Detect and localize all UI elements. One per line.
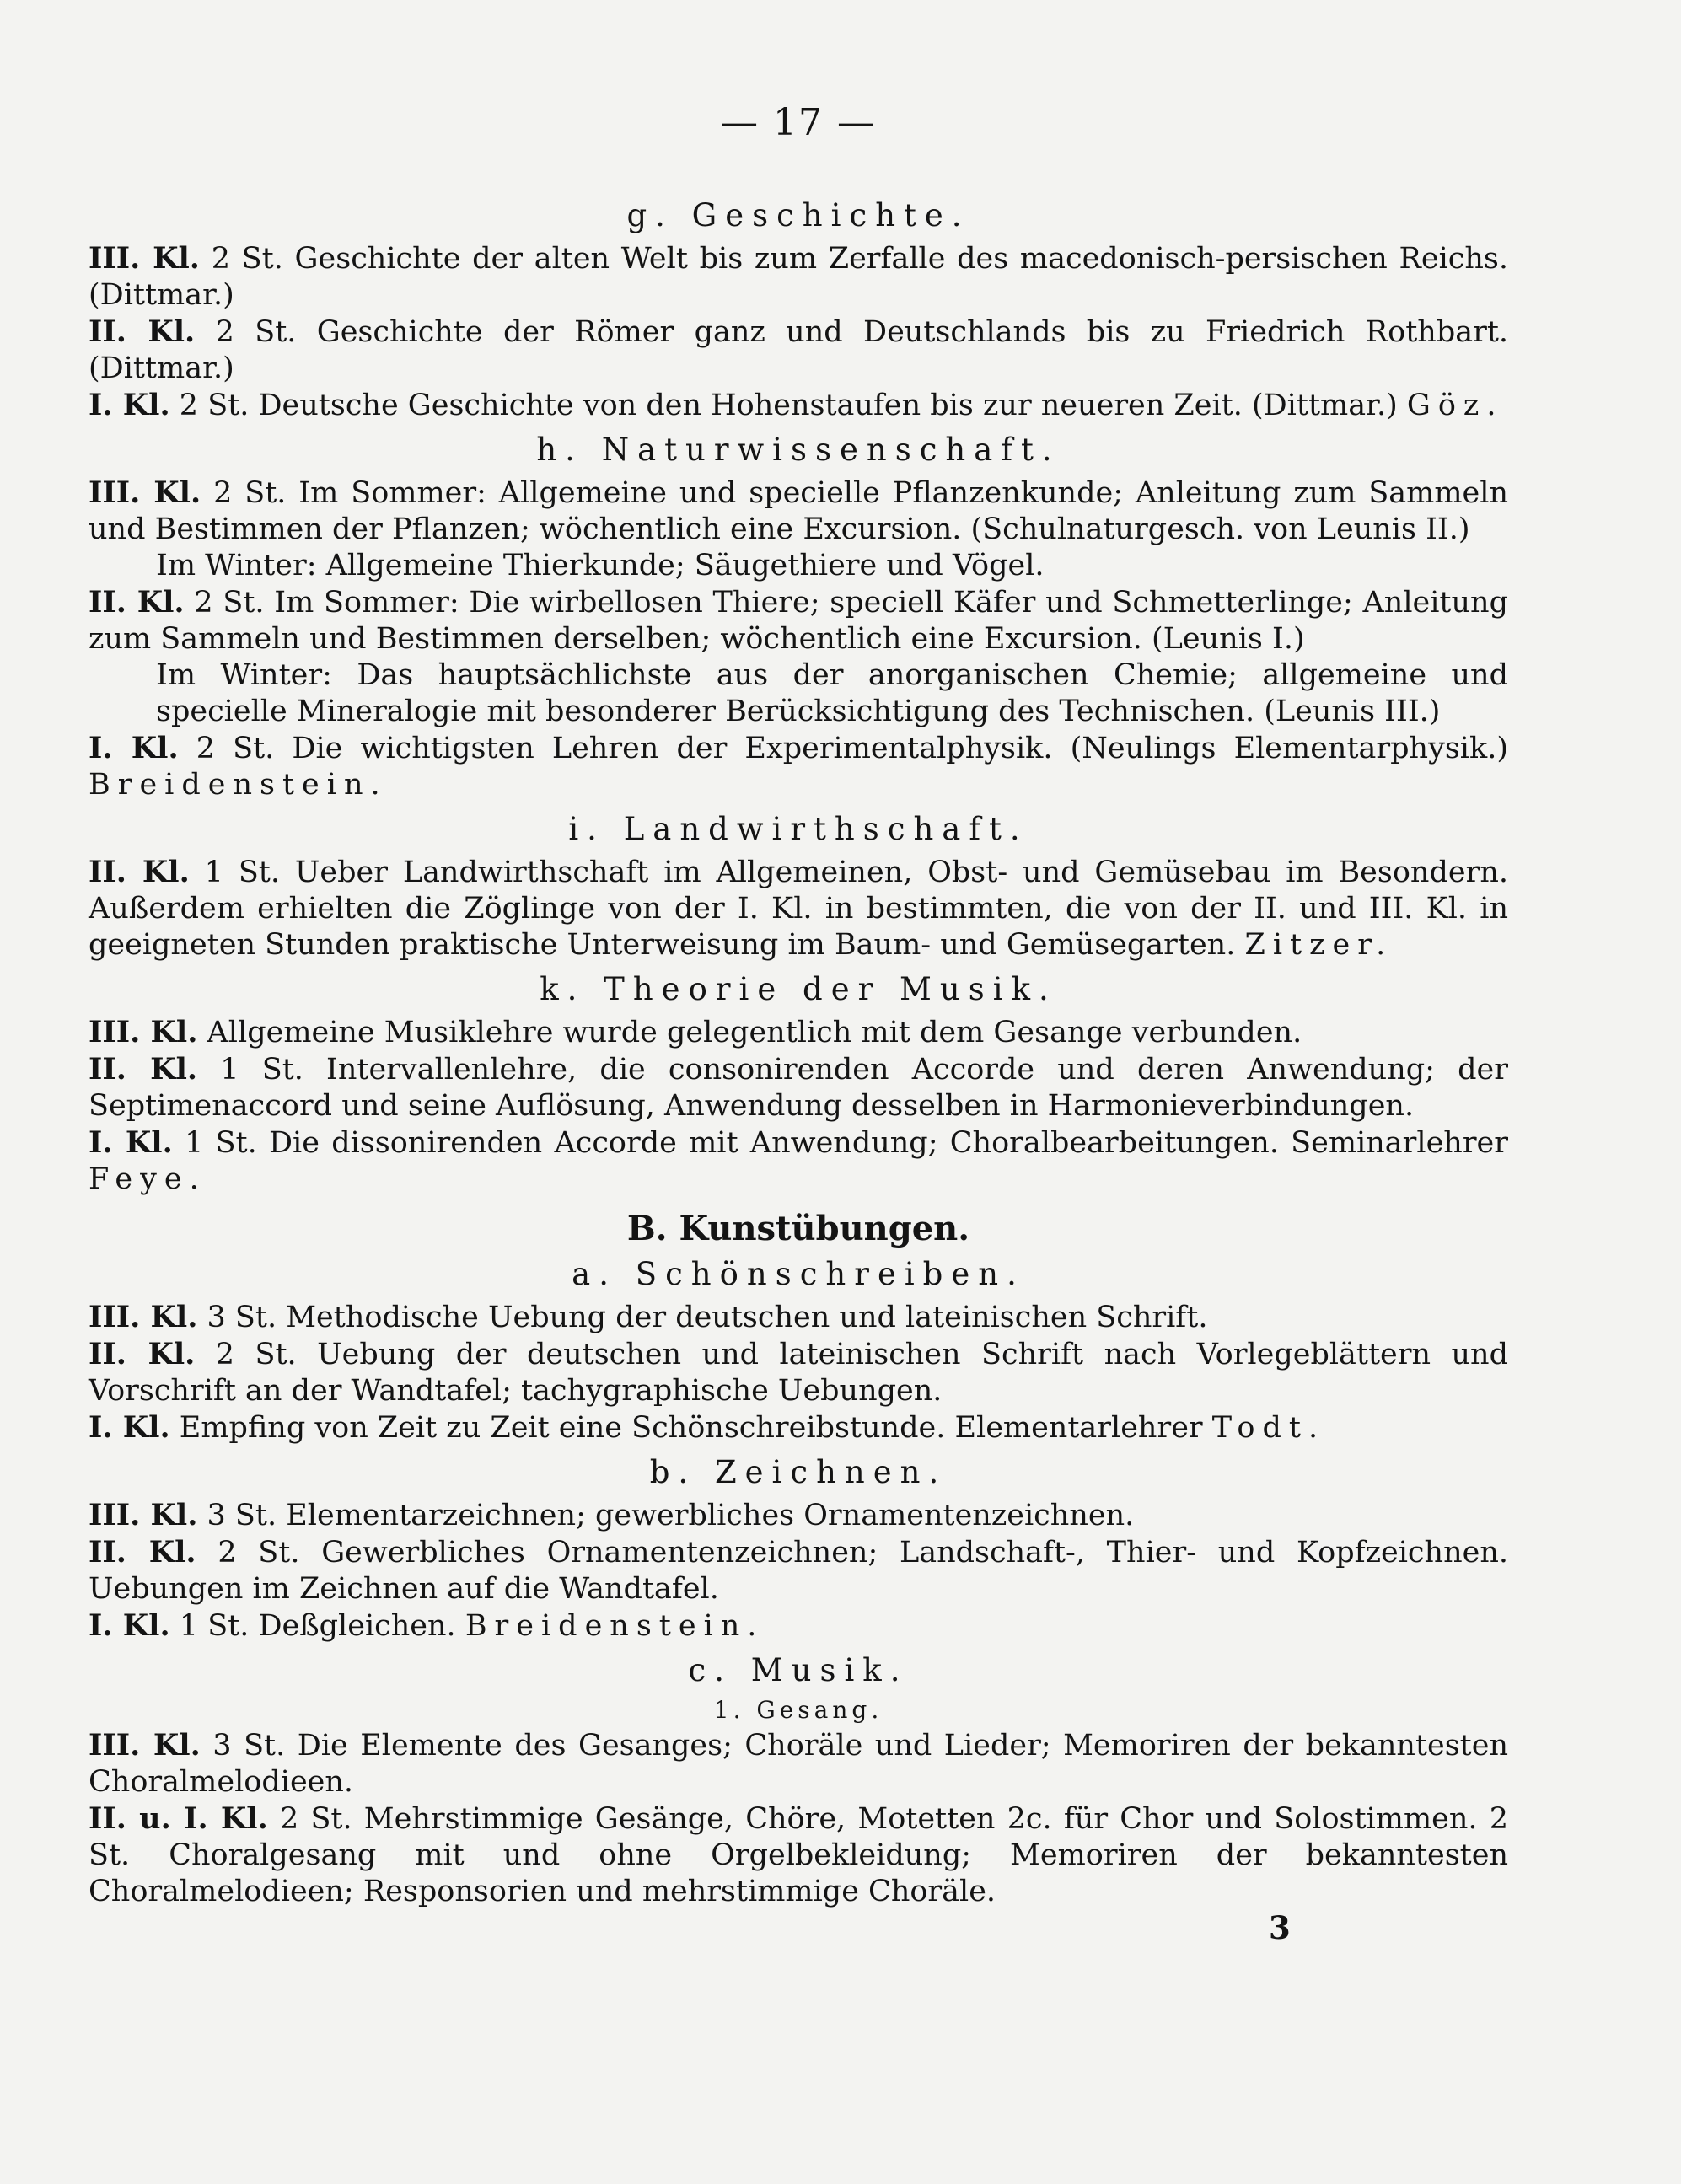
sheet-signature: 3 — [1269, 1909, 1291, 1946]
section-heading-schoenschreiben: a. Schönschreiben. — [572, 1256, 1025, 1292]
entry-natur-kl2: II. Kl. 2 St. Im Sommer: Die wirbellosen Thiere; speciell Käfer und Schmetterlinge; Anleitung zum Sammeln und Bestimmen derselben; wöchentlich eine Excursion. (Leunis I.) — [89, 585, 1508, 656]
entry-zeichnen-kl2: II. Kl. 2 St. Gewerbliches Ornamentenzeichnen; Landschaft-, Thier- und Kopfzeichnen. Uebungen im Zeichnen auf die Wandtafel. — [89, 1535, 1508, 1606]
author-name: Zitzer. — [1244, 928, 1394, 962]
entry-natur-kl3-winter: Im Winter: Allgemeine Thierkunde; Säugethiere und Vögel. — [156, 549, 1045, 582]
section-heading-naturwissenschaft: h. Naturwissenschaft. — [536, 432, 1061, 468]
entry-natur-kl2-winter: Im Winter: Das hauptsächlichste aus der anorganischen Chemie; allgemeine und specielle Mineralogie mit besonderer Berücksichtigung des Technischen. (Leunis III.) — [156, 658, 1508, 728]
page-number: — 17 — — [721, 101, 876, 144]
entry-landwirthschaft-kl2: II. Kl. 1 St. Ueber Landwirthschaft im Allgemeinen, Obst- und Gemüsebau im Besondern. Außerdem erhielten die Zöglinge von der I. Kl. in bestimmten, die von der II. und III. Kl. in geeigneten Stunden praktische Unterweisung im Baum- und Gemüsegarten. Zitzer. — [89, 855, 1508, 962]
entry-zeichnen-kl3: III. Kl. 3 St. Elementarzeichnen; gewerbliches Ornamentenzeichnen. — [89, 1498, 1135, 1532]
entry-zeichnen-kl1: I. Kl. 1 St. Deßgleichen. Breidenstein. — [89, 1608, 765, 1643]
author-name: Breidenstein. — [89, 768, 388, 802]
section-heading-musik: c. Musik. — [688, 1652, 909, 1688]
entry-gesang-kl2-kl1: II. u. I. Kl. 2 St. Mehrstimmige Gesänge, Chöre, Motetten 2c. für Chor und Solostimmen. 2 St. Choralgesang mit und ohne Orgelbekleidung; Memoriren der bekanntesten Choralmelodieen; Responsorien und mehrstimmige Choräle. — [89, 1801, 1508, 1908]
author-name: Todt. — [1211, 1411, 1326, 1445]
entry-natur-kl1: I. Kl. 2 St. Die wichtigsten Lehren der Experimentalphysik. (Neulings Elementarphysik.) Breidenstein. — [89, 731, 1508, 802]
entry-musiktheorie-kl1: I. Kl. 1 St. Die dissonirenden Accorde mit Anwendung; Choralbearbeitungen. Seminarlehrer Feye. — [89, 1125, 1508, 1196]
entry-gesang-kl3: III. Kl. 3 St. Die Elemente des Gesanges; Choräle und Lieder; Memoriren der bekanntesten Choralmelodieen. — [89, 1728, 1509, 1799]
subsection-heading-gesang: 1. Gesang. — [713, 1696, 883, 1724]
entry-geschichte-kl3: III. Kl. 2 St. Geschichte der alten Welt bis zum Zerfalle des macedonisch-persischen Reichs. (Dittmar.) — [89, 241, 1509, 312]
author-name: Feye. — [89, 1162, 207, 1196]
entry-geschichte-kl2: II. Kl. 2 St. Geschichte der Römer ganz und Deutschlands bis zu Friedrich Rothbart. (Dittmar.) — [89, 314, 1509, 385]
entry-schoenschreiben-kl2: II. Kl. 2 St. Uebung der deutschen und lateinischen Schrift nach Vorlegeblättern und Vorschrift an der Wandtafel; tachygraphische Uebungen. — [89, 1337, 1508, 1408]
section-heading-zeichnen: b. Zeichnen. — [649, 1454, 948, 1490]
entry-musiktheorie-kl3: III. Kl. Allgemeine Musiklehre wurde gelegentlich mit dem Gesange verbunden. — [89, 1015, 1302, 1049]
author-name: Breidenstein. — [465, 1609, 765, 1643]
section-heading-geschichte: g. Geschichte. — [626, 197, 970, 233]
entry-schoenschreiben-kl3: III. Kl. 3 St. Methodische Uebung der deutschen und lateinischen Schrift. — [89, 1300, 1208, 1334]
part-heading-kunstuebungen: B. Kunstübungen. — [626, 1209, 970, 1248]
entry-geschichte-kl1: I. Kl. 2 St. Deutsche Geschichte von den Hohenstaufen bis zur neueren Zeit. (Dittmar.) Göz. — [89, 388, 1504, 422]
entry-musiktheorie-kl2: II. Kl. 1 St. Intervallenlehre, die consonirenden Accorde und deren Anwendung; der Septimenaccord und seine Auflösung, Anwendung desselben in Harmonieverbindungen. — [89, 1052, 1508, 1123]
author-name: Göz. — [1406, 389, 1504, 422]
entry-natur-kl3: III. Kl. 2 St. Im Sommer: Allgemeine und specielle Pflanzenkunde; Anleitung zum Sammeln und Bestimmen der Pflanzen; wöchentlich eine Excursion. (Schulnaturgesch. von Leunis II.) — [89, 475, 1508, 546]
entry-schoenschreiben-kl1: I. Kl. Empfing von Zeit zu Zeit eine Schönschreibstunde. Elementarlehrer Todt. — [89, 1410, 1326, 1445]
section-heading-landwirthschaft: i. Landwirthschaft. — [568, 811, 1028, 847]
section-heading-theorie-der-musik: k. Theorie der Musik. — [540, 971, 1057, 1007]
